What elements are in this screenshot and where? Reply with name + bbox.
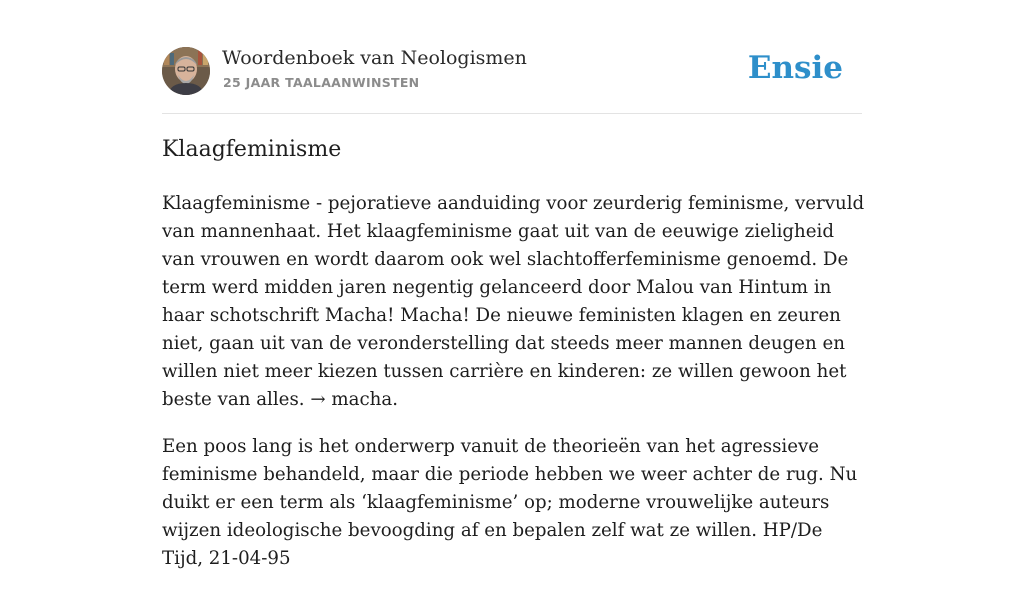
page-title: Klaagfeminisme xyxy=(162,137,342,162)
avatar[interactable] xyxy=(162,47,210,95)
blog-title[interactable]: Woordenboek van Neologismen xyxy=(222,47,527,69)
definition-text: Klaagfeminisme - pejoratieve aanduiding voor zeurderig feminisme, vervuld van mannenhaat. Het klaagfeminisme gaat uit van de eeuwige zieligheid van vrouwen en wordt daarom ook wel slachtofferfeminisme genoemd. De term werd midden jaren negentig gelanceerd door Malou van Hintum in haar schotschrift Macha! Macha! De nieuwe feministen klagen en zeuren niet, gaan uit van de veronderstelling dat steeds meer mannen deugen en willen niet meer kiezen tussen carrière en kinderen: ze willen gewoon het beste van alles. xyxy=(162,193,865,410)
blog-subtitle: 25 JAAR TAALAANWINSTEN xyxy=(223,75,420,90)
article-body xyxy=(162,190,867,592)
macha-link[interactable]: → macha. xyxy=(310,389,398,410)
avatar-portrait-icon xyxy=(162,47,210,95)
site-header xyxy=(162,46,862,96)
brand-logo-link[interactable]: Ensie xyxy=(747,50,843,86)
definition-paragraph xyxy=(162,190,867,414)
header-divider xyxy=(162,113,862,114)
quote-paragraph: Een poos lang is het onderwerp vanuit de theorieën van het agressieve feminisme behandeld, maar die periode hebben we weer achter de rug. Nu duikt er een term als ‘klaagfeminisme’ op; moderne vrouwelijke auteurs wijzen ideologische bevoogding af en bepalen zelf wat ze willen. HP/De Tijd, 21-04-95 xyxy=(162,436,858,569)
